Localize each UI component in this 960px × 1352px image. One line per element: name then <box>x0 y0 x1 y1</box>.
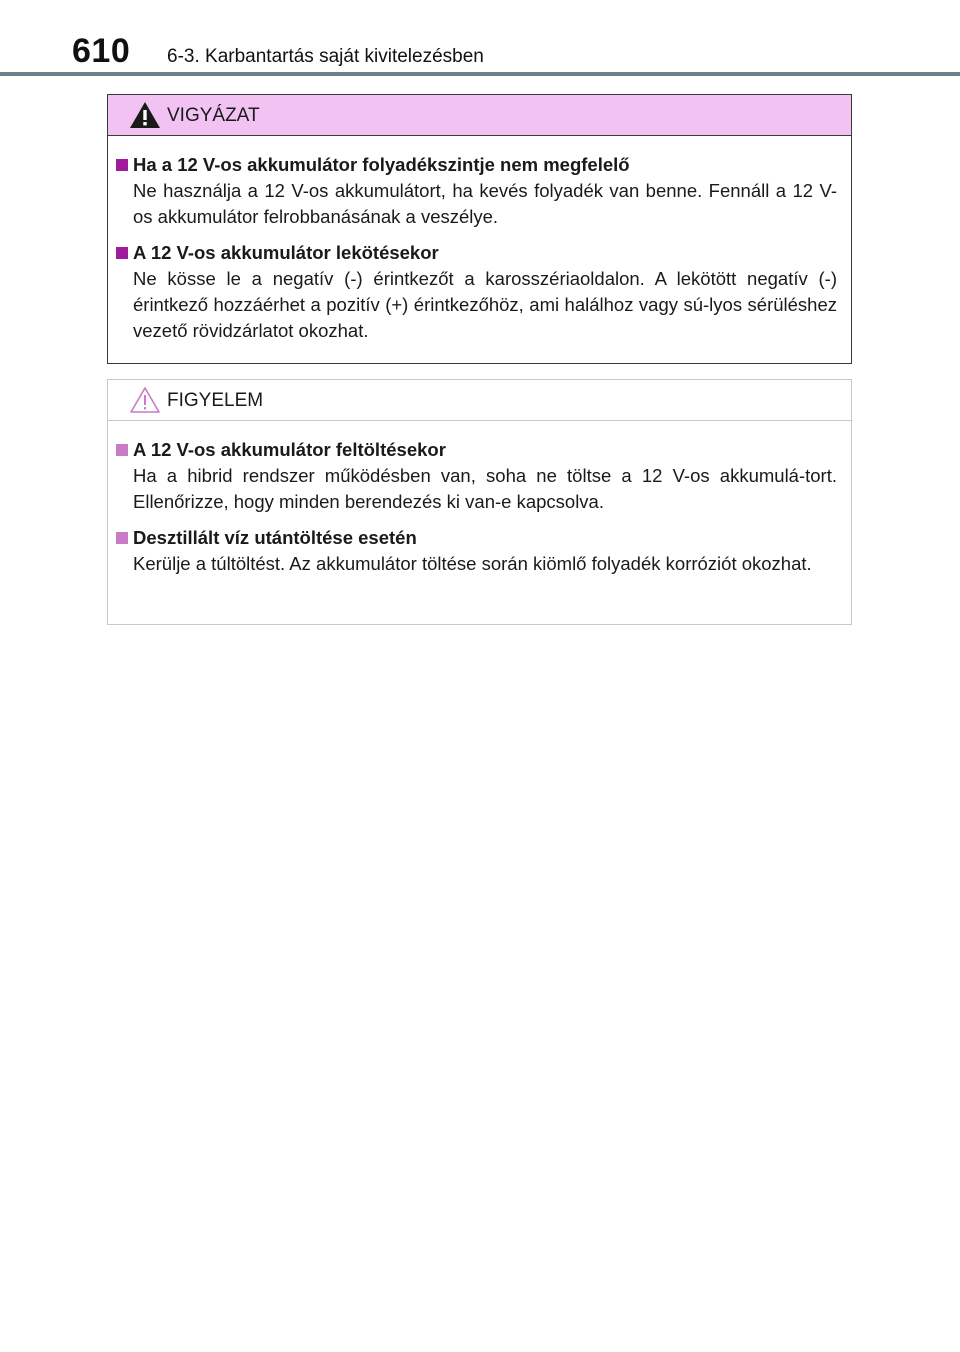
notice-item <box>116 525 837 577</box>
warning-item-text: Ne kösse le a negatív (-) érintkezőt a karosszériaoldalon. A lekötött negatív (-) érintkező hozzáérhet a pozitív (+) érintkezőhöz, ami halálhoz vagy sú-lyos sérüléshez vezető rövidzárlatot okozhat. <box>133 268 837 341</box>
notice-item-title <box>116 525 837 551</box>
notice-box-body <box>108 421 851 577</box>
notice-item-title-text: Desztillált víz utántöltése esetén <box>133 527 417 548</box>
warning-item <box>116 152 837 230</box>
warning-item <box>116 240 837 344</box>
warning-box <box>107 94 852 364</box>
section-title: 6-3. Karbantartás saját kivitelezésben <box>167 46 484 67</box>
notice-item-text: Kerülje a túltöltést. Az akkumulátor töltése során kiömlő folyadék korróziót okozhat. <box>133 553 812 574</box>
warning-triangle-icon <box>128 100 162 130</box>
warning-box-header <box>108 95 851 136</box>
notice-box <box>107 379 852 625</box>
caution-triangle-outline-icon <box>128 385 162 415</box>
warning-item-title <box>116 240 837 266</box>
notice-box-header <box>108 380 851 421</box>
square-bullet-icon <box>116 159 128 171</box>
square-bullet-icon <box>116 444 128 456</box>
square-bullet-icon <box>116 532 128 544</box>
warning-item-title-text: A 12 V-os akkumulátor lekötésekor <box>133 242 439 263</box>
page-number: 610 <box>72 32 131 70</box>
notice-item-text: Ha a hibrid rendszer működésben van, soha ne töltse a 12 V-os akkumulá-tort. Ellenőrizze, hogy minden berendezés ki van-e kapcsolva. <box>133 465 837 512</box>
warning-item-title-text: Ha a 12 V-os akkumulátor folyadékszintje nem megfelelő <box>133 154 630 175</box>
warning-item-title <box>116 152 837 178</box>
page-header <box>0 0 960 80</box>
notice-box-label: FIGYELEM <box>167 390 264 411</box>
square-bullet-icon <box>116 247 128 259</box>
notice-item <box>116 437 837 515</box>
notice-item-title <box>116 437 837 463</box>
notice-item-title-text: A 12 V-os akkumulátor feltöltésekor <box>133 439 446 460</box>
warning-item-text: Ne használja a 12 V-os akkumulátort, ha kevés folyadék van benne. Fennáll a 12 V-os akkumulátor felrobbanásának a veszélye. <box>133 180 837 227</box>
warning-box-body <box>108 136 851 344</box>
warning-box-label: VIGYÁZAT <box>167 105 260 126</box>
header-divider <box>0 72 960 76</box>
